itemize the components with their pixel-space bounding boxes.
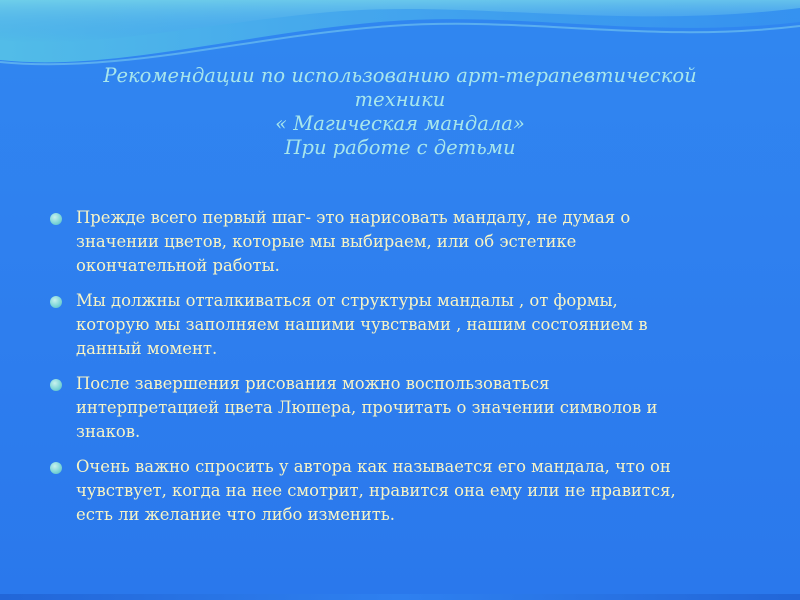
list-item [48, 289, 768, 361]
slide-title [40, 64, 760, 160]
bullet-icon [50, 379, 62, 391]
title-line-3: « Магическая мандала» [275, 112, 525, 135]
bullet-line: есть ли желание что либо изменить. [76, 505, 395, 524]
bullet-line: Очень важно спросить у автора как называется его мандала, что он [76, 457, 671, 476]
title-line-1: Рекомендации по использованию арт-терапевтической [103, 64, 697, 87]
bullet-icon [50, 213, 62, 225]
bullet-line: знаков. [76, 422, 141, 441]
list-item [48, 455, 768, 527]
bullet-line: После завершения рисования можно воспользоваться [76, 374, 550, 393]
bottom-band [0, 594, 800, 600]
bullet-line: данный момент. [76, 339, 218, 358]
list-item [48, 372, 768, 444]
list-item [48, 206, 768, 278]
bullet-list [48, 206, 768, 538]
bullet-line: окончательной работы. [76, 256, 280, 275]
bullet-line: значении цветов, которые мы выбираем, или об эстетике [76, 232, 577, 251]
bullet-line: Мы должны отталкиваться от структуры мандалы , от формы, [76, 291, 618, 310]
bullet-line: чувствует, когда на нее смотрит, нравится она ему или не нравится, [76, 481, 676, 500]
title-line-4: При работе с детьми [284, 136, 516, 159]
bullet-line: которую мы заполняем нашими чувствами , нашим состоянием в [76, 315, 648, 334]
bullet-line: интерпретацией цвета Люшера, прочитать о значении символов и [76, 398, 658, 417]
title-line-2: техники [354, 88, 446, 111]
bullet-icon [50, 462, 62, 474]
bullet-line: Прежде всего первый шаг- это нарисовать мандалу, не думая о [76, 208, 631, 227]
bullet-icon [50, 296, 62, 308]
